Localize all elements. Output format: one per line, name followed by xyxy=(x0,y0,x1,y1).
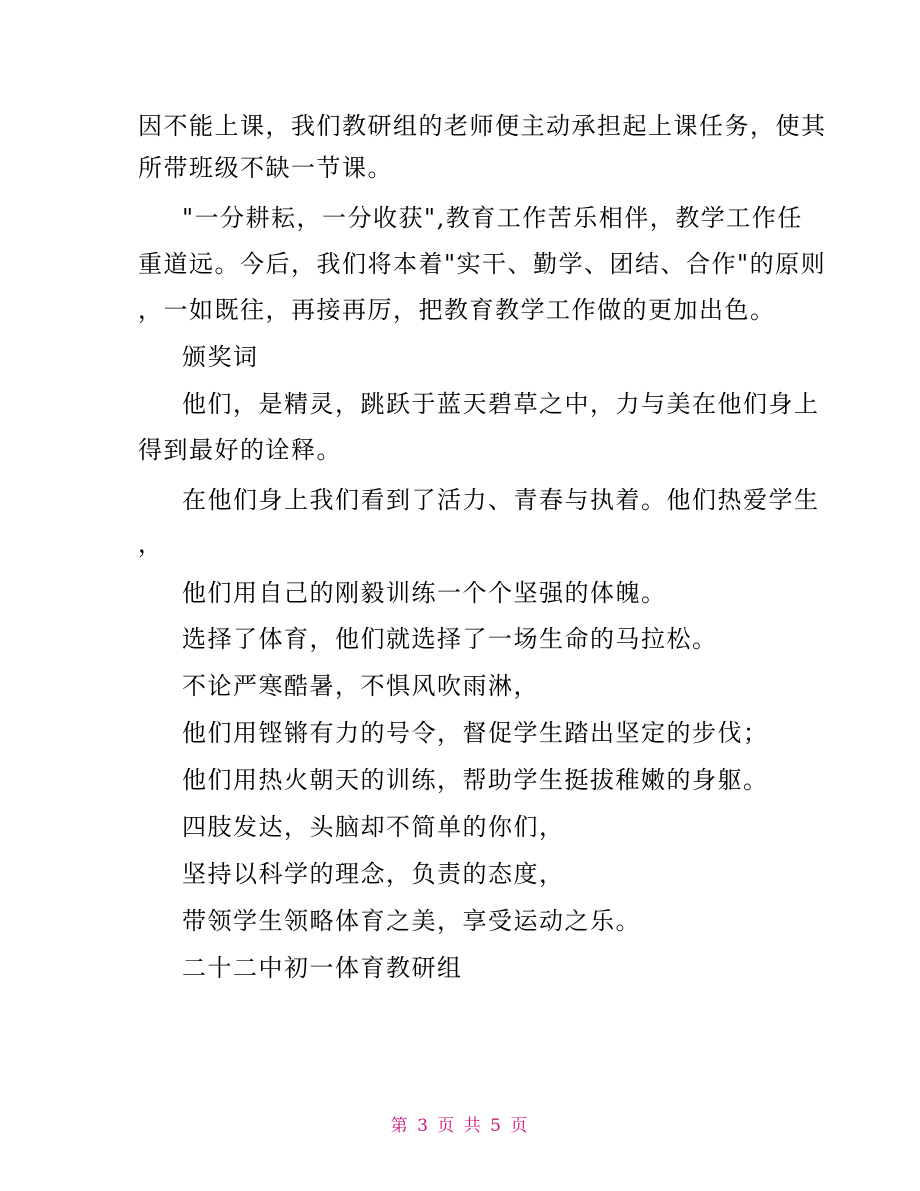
text-line: 带领学生领略体育之美，享受运动之乐。 xyxy=(182,907,641,935)
text-line: 选择了体育，他们就选择了一场生命的马拉松。 xyxy=(182,625,718,653)
page-number: 第 3 页 共 5 页 xyxy=(390,1116,530,1136)
text-line: 所带班级不缺一节课。 xyxy=(138,154,393,182)
text-line: 因不能上课，我们教研组的老师便主动承担起上课任务，使其 xyxy=(138,112,827,140)
text-line: 在他们身上我们看到了活力、青春与执着。他们热爱学生 xyxy=(182,486,820,514)
text-line: 他们用自己的刚毅训练一个个坚强的体魄。 xyxy=(182,579,667,607)
text-line: 重道远。今后，我们将本着"实干、勤学、团结、合作"的原则 xyxy=(138,250,827,278)
text-line: 他们，是精灵，跳跃于蓝天碧草之中，力与美在他们身上 xyxy=(182,390,820,418)
section-heading: 颁奖词 xyxy=(182,343,259,371)
text-line: 得到最好的诠释。 xyxy=(138,436,342,464)
text-line: ， xyxy=(138,530,164,558)
text-line: 坚持以科学的理念，负责的态度， xyxy=(182,860,565,888)
text-line: 不论严寒酷暑，不惧风吹雨淋， xyxy=(182,672,539,700)
signature-line: 二十二中初一体育教研组 xyxy=(182,954,463,982)
text-line: "一分耕耘，一分收获",教育工作苦乐相伴，教学工作任 xyxy=(182,204,803,232)
text-line: 他们用热火朝天的训练，帮助学生挺拔稚嫩的身躯。 xyxy=(182,766,769,794)
text-line: 四肢发达，头脑却不简单的你们， xyxy=(182,813,565,841)
text-line: 他们用铿锵有力的号令，督促学生踏出坚定的步伐； xyxy=(182,719,769,747)
text-line: ，一如既往，再接再厉，把教育教学工作做的更加出色。 xyxy=(138,296,776,324)
